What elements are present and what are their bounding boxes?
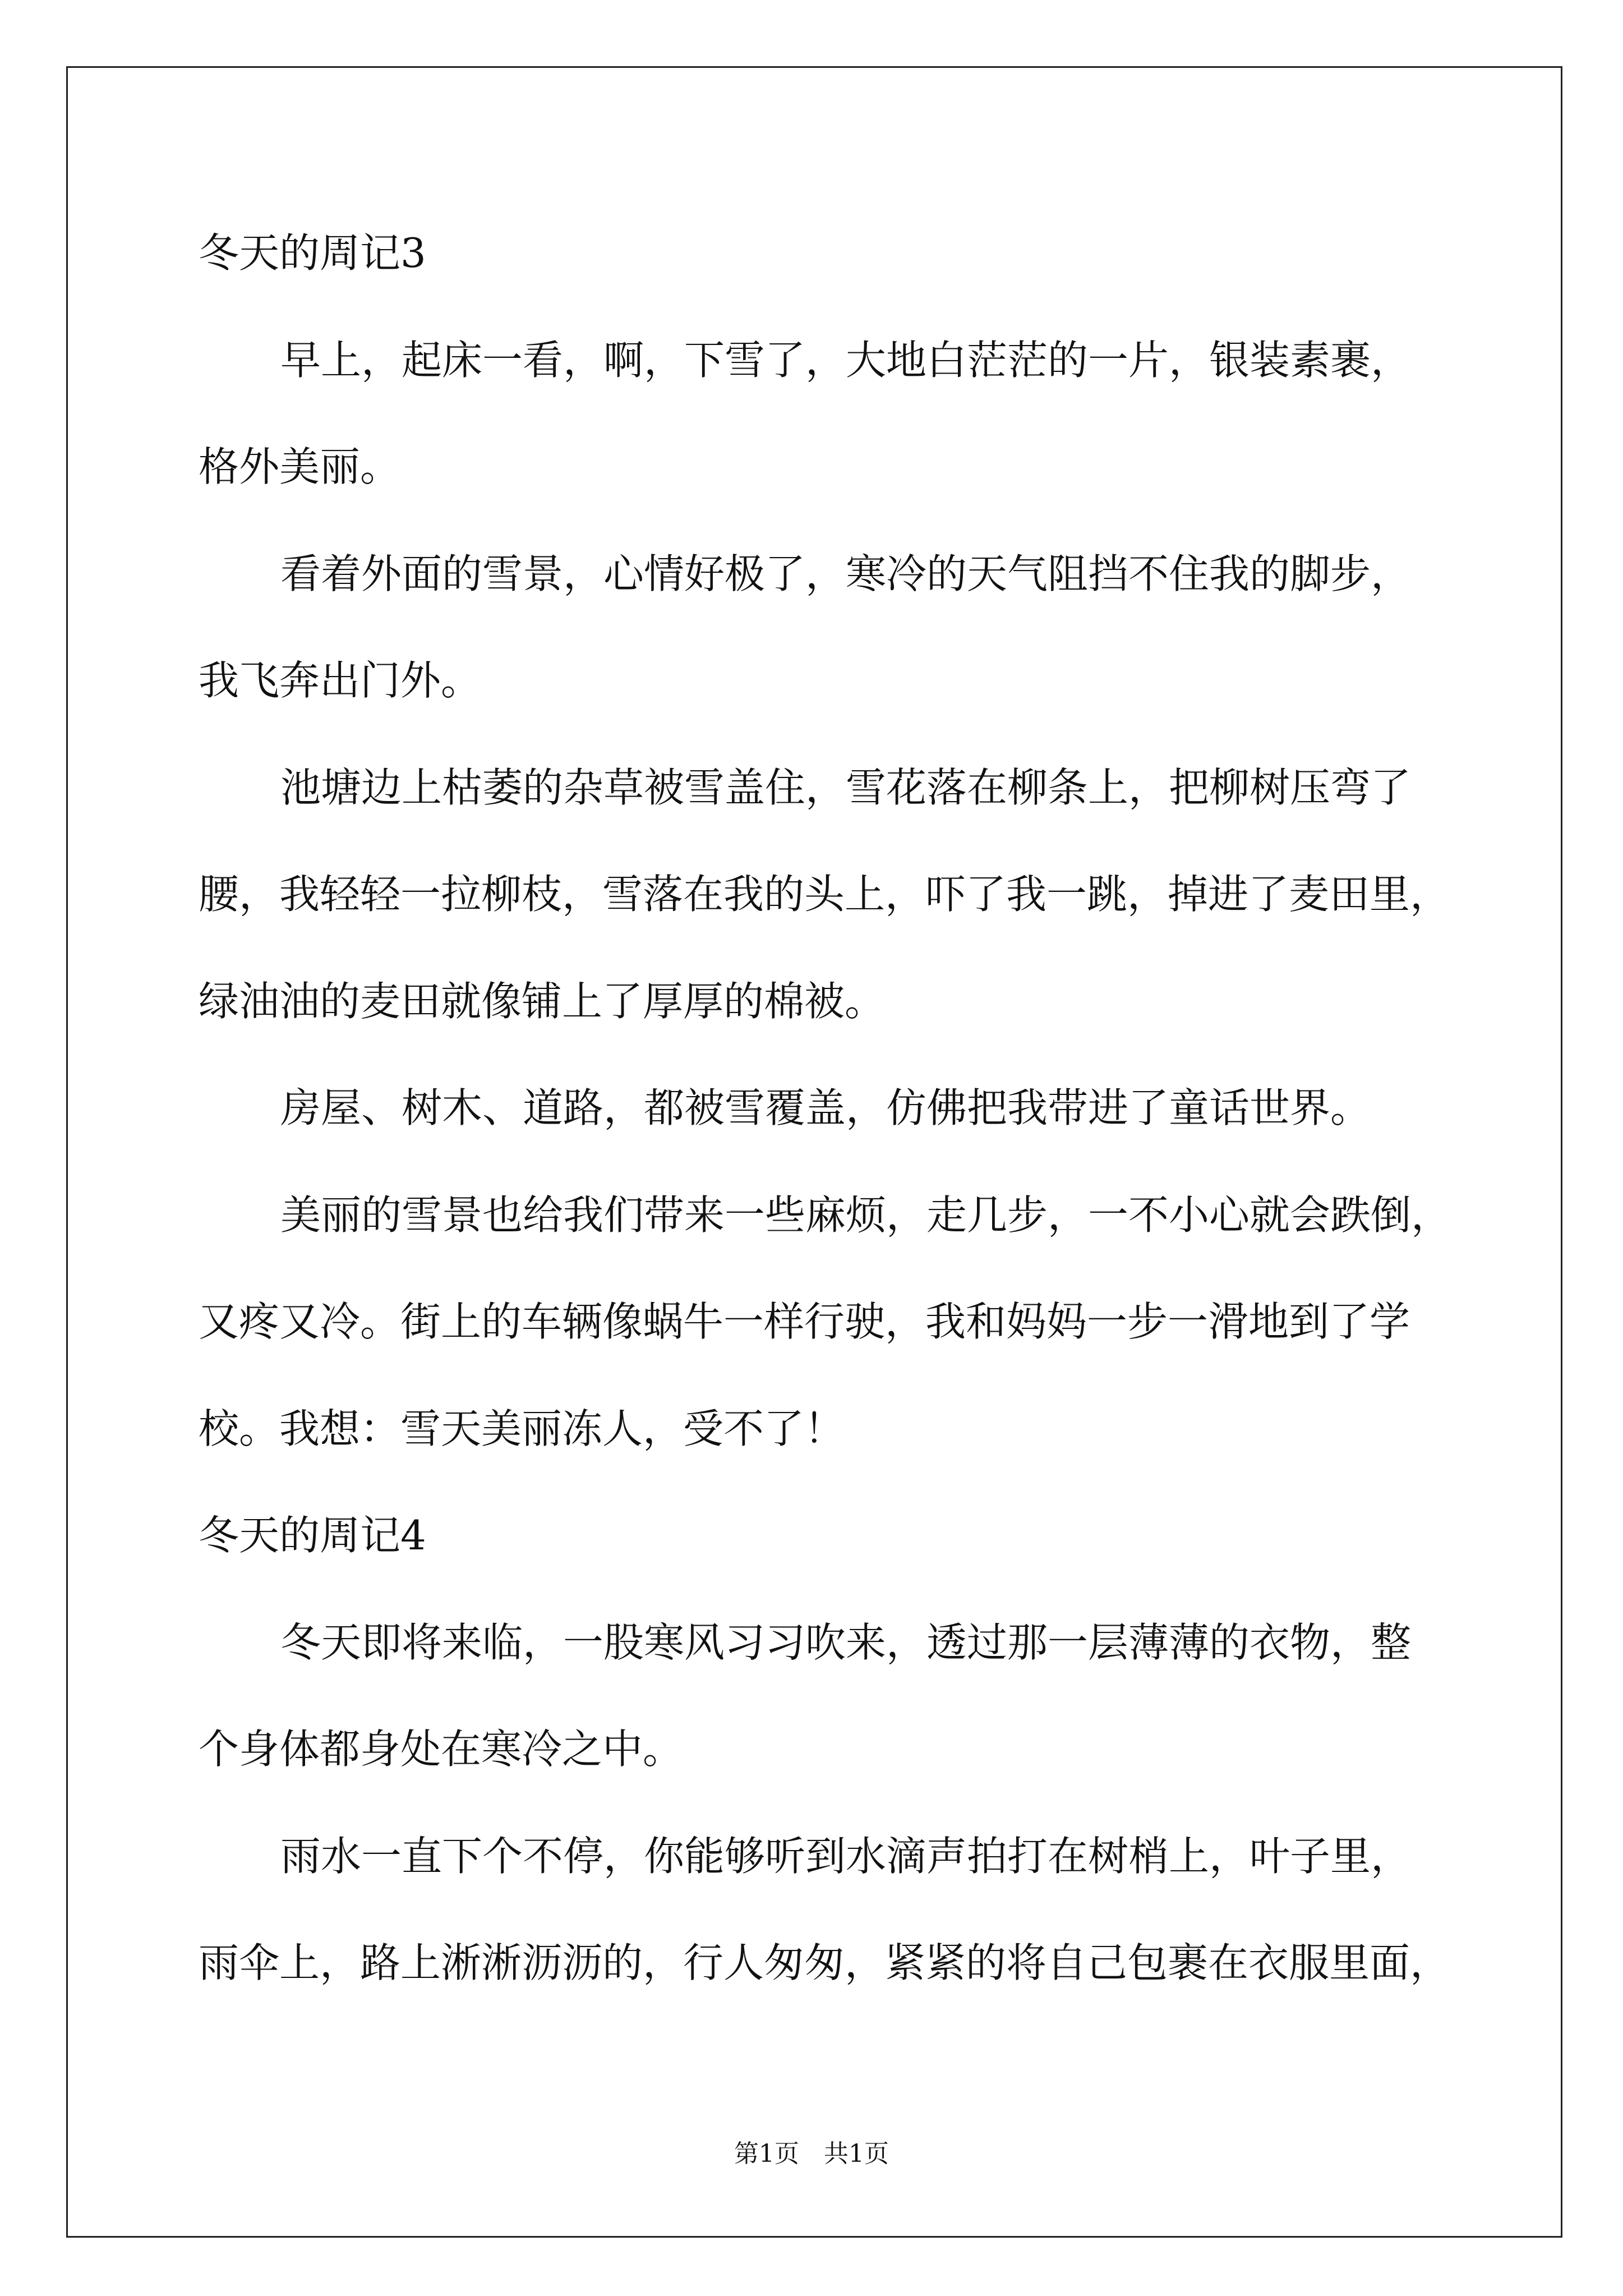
paragraph-line: 又疼又冷。街上的车辆像蜗牛一样行驶，我和妈妈一步一滑地到了学 — [199, 1298, 1410, 1345]
page-footer: 第1页 共1页 — [734, 2139, 889, 2168]
document-body — [199, 200, 1533, 2017]
paragraph-line: 看着外面的雪景，心情好极了，寒冷的天气阻挡不住我的脚步， — [280, 550, 1412, 597]
paragraph-line: 雨水一直下个不停，你能够听到水滴声拍打在树梢上，叶子里， — [280, 1832, 1412, 1880]
section-heading: 冬天的周记3 — [199, 229, 426, 277]
paragraph-line: 房屋、树木、道路，都被雪覆盖，仿佛把我带进了童话世界。 — [280, 1084, 1371, 1131]
paragraph-line: 美丽的雪景也给我们带来一些麻烦，走几步，一不小心就会跌倒， — [280, 1191, 1452, 1239]
paragraph-line: 个身体都身处在寒冷之中。 — [199, 1726, 684, 1773]
section-heading: 冬天的周记4 — [199, 1512, 426, 1559]
paragraph-line: 校。我想：雪天美丽冻人，受不了！ — [199, 1405, 845, 1452]
paragraph-line: 雨伞上，路上淅淅沥沥的，行人匆匆，紧紧的将自己包裹在衣服里面， — [199, 1939, 1451, 1986]
paragraph-line: 绿油油的麦田就像铺上了厚厚的棉被。 — [199, 977, 886, 1025]
paragraph-line: 腰，我轻轻一拉柳枝，雪落在我的头上，吓了我一跳，掉进了麦田里， — [199, 871, 1451, 918]
paragraph-line: 我飞奔出门外。 — [199, 657, 482, 704]
paragraph-line: 早上，起床一看，啊，下雪了，大地白茫茫的一片，银装素裹， — [280, 336, 1412, 384]
paragraph-line: 池塘边上枯萎的杂草被雪盖住，雪花落在柳条上，把柳树压弯了 — [280, 763, 1412, 811]
paragraph-line: 格外美丽。 — [199, 443, 401, 490]
paragraph-line: 冬天即将来临，一股寒风习习吹来，透过那一层薄薄的衣物，整 — [280, 1618, 1412, 1666]
